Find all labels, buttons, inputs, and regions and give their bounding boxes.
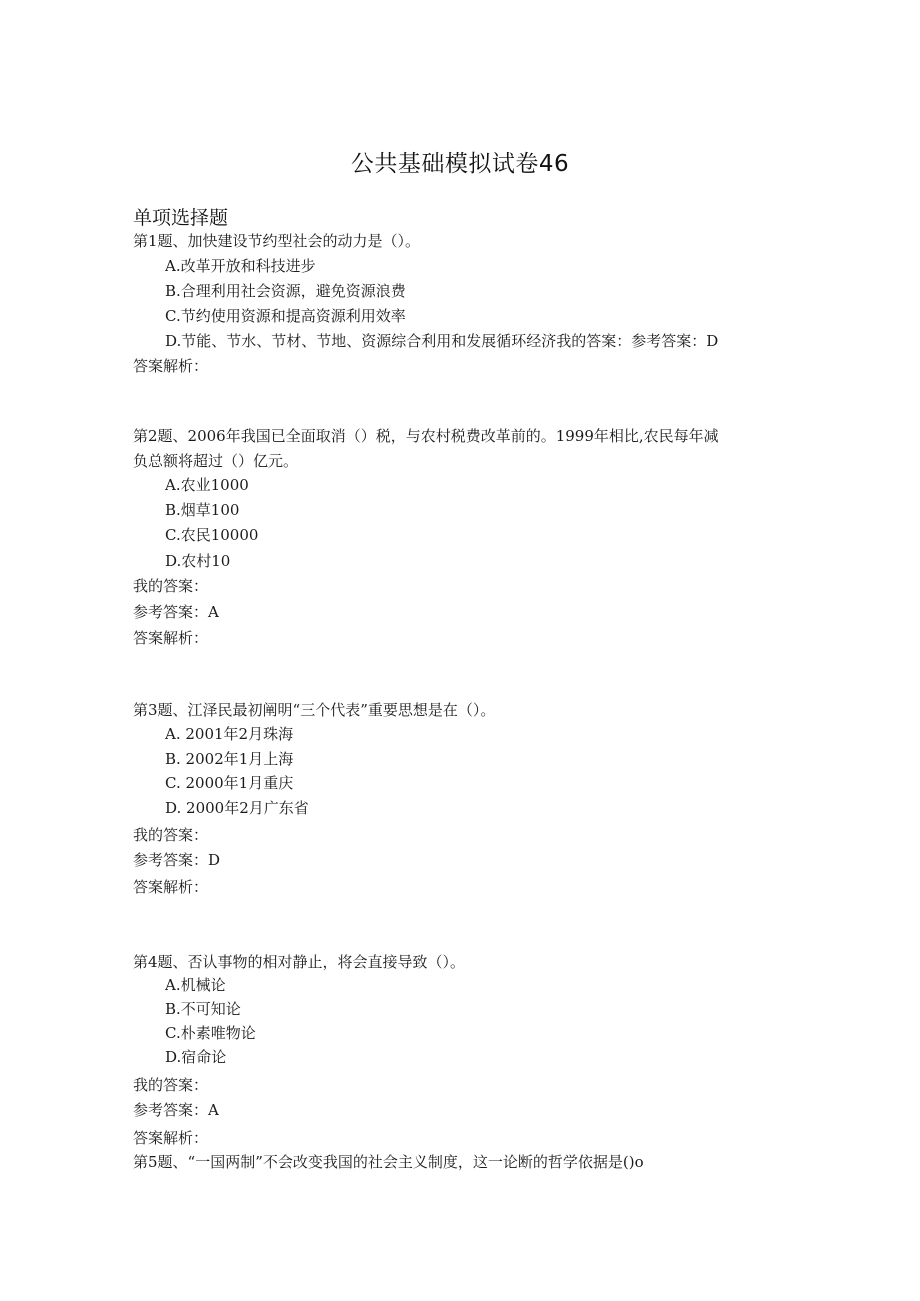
question-2-option-b: B.烟草100	[165, 501, 240, 519]
question-5-stem: 第5题、“一国两制”不会改变我国的社会主义制度，这一论断的哲学依据是()o	[133, 1153, 644, 1171]
page-title: 公共基础模拟试卷46	[350, 151, 570, 177]
question-1-option-a: A.改革开放和科技进步	[165, 257, 316, 275]
question-2-analysis: 答案解析：	[133, 629, 209, 647]
question-4-ref-answer: 参考答案：A	[133, 1101, 219, 1119]
question-2-stem-line-2: 负总额将超过（）亿元。	[133, 452, 299, 470]
question-4-option-b: B.不可知论	[165, 1000, 241, 1018]
question-3-option-a: A. 2001年2月珠海	[165, 725, 294, 743]
question-3-analysis: 答案解析：	[133, 878, 209, 896]
question-2-option-d: D.农村10	[165, 552, 231, 570]
question-2-option-a: A.农业1000	[165, 476, 249, 494]
question-3-ref-answer: 参考答案：D	[133, 851, 221, 869]
question-4-my-answer: 我的答案：	[133, 1076, 209, 1094]
question-2-ref-answer: 参考答案：A	[133, 603, 219, 621]
question-3-my-answer: 我的答案：	[133, 826, 209, 844]
question-4-stem: 第4题、否认事物的相对静止，将会直接导致（）。	[133, 953, 466, 971]
question-1-option-b: B.合理利用社会资源，避免资源浪费	[165, 282, 406, 300]
question-2-my-answer: 我的答案：	[133, 577, 209, 595]
question-3-option-b: B. 2002年1月上海	[165, 750, 294, 768]
question-4-analysis: 答案解析：	[133, 1129, 209, 1147]
question-4-option-a: A.机械论	[165, 976, 226, 994]
question-1-option-c: C.节约使用资源和提高资源利用效率	[165, 307, 406, 325]
question-1-analysis: 答案解析：	[133, 357, 209, 375]
question-2-stem-line-1: 第2题、2006年我国已全面取消（）税，与农村税费改革前的。1999年相比,农民每年减	[133, 427, 719, 445]
question-3-option-d: D. 2000年2月广东省	[165, 799, 309, 817]
question-1-stem: 第1题、加快建设节约型社会的动力是（）。	[133, 232, 421, 250]
question-3-stem: 第3题、江泽民最初阐明“三个代表”重要思想是在（）。	[133, 701, 496, 719]
question-3-option-c: C. 2000年1月重庆	[165, 774, 294, 792]
question-4-option-c: C.朴素唯物论	[165, 1024, 256, 1042]
question-1-option-d: D.节能、节水、节材、节地、资源综合利用和发展循环经济我的答案：参考答案：D	[165, 332, 719, 350]
question-2-option-c: C.农民10000	[165, 526, 259, 544]
question-4-option-d: D.宿命论	[165, 1048, 227, 1066]
section-heading: 单项选择题	[133, 207, 229, 229]
